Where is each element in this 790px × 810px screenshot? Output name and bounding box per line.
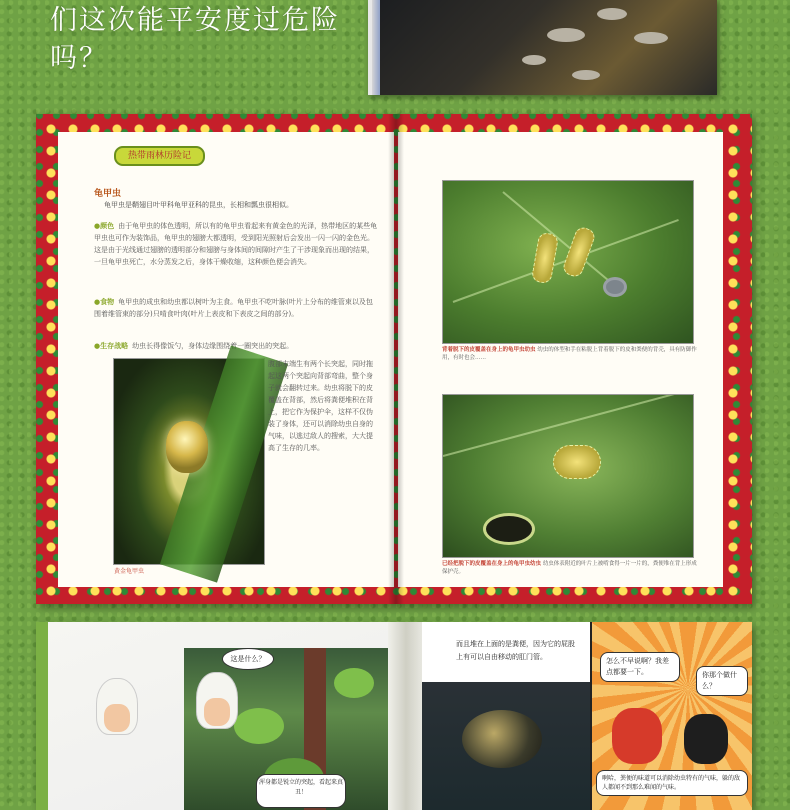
book-spine (372, 0, 380, 95)
caterpillar-panel (422, 622, 592, 810)
book-gutter (388, 114, 404, 604)
photo-caption-left: 黄金龟甲虫 (114, 568, 145, 575)
beetle-shape (166, 421, 208, 473)
leaf-hole (483, 513, 535, 545)
color-paragraph (94, 220, 379, 268)
caption-bottom-text: 幼虫体表附近的叶片上被啃食得一片一片的，粪便堆在背上形成保护壳。 (442, 561, 697, 575)
section-title: 龟甲虫 (94, 189, 122, 199)
leaf-blob (334, 668, 374, 698)
survival-text: 幼虫长得像饭勺，身体边缘围绕着一圈突出的突起。 (132, 342, 294, 350)
left-page (58, 132, 394, 587)
series-tag: 热带雨林历险记 (114, 146, 205, 166)
caption-line-1: 们这次能平安度过危险 (50, 5, 340, 36)
leaf-vein (502, 191, 618, 289)
caterpillar-shape (462, 710, 542, 768)
color-text: 由于龟甲虫的体色透明，所以有的龟甲虫看起来有黄金色的光泽，热带地区的某些龟甲虫也可作为装饰品，龟甲虫的翅膀大都透明，受到阳光照射后会发出一闪一闪的金色光。这是由于光线通过翅膀的透明部分和翅膀与身体间的间隙时产生了干涉现象而出现的结果，一旦龟甲虫死亡，水分蒸发之后，身体干燥收缩，这种颜色便会消失。 (94, 222, 378, 266)
character-face (104, 704, 130, 732)
food-text: 龟甲虫的成虫和幼虫都以树叶为主食。龟甲虫不吃叶脉(叶片上分布的维管束以及包围着维管束的部分)只啃食叶肉(叶片上表皮和下表皮之间的部分)。 (94, 298, 373, 318)
speech-bubble-1: 怎么不早说啊？我差点都要一下。 (600, 652, 680, 682)
panel-narration: 而且堆在上面的是粪便，因为它的屁股上有可以自由移动的肛门管。 (456, 640, 575, 661)
photo-caption-bottom (442, 560, 698, 576)
intro-text: 龟甲虫是鞘翅目叶甲科龟甲亚科的昆虫，长相和瓢虫很相似。 (104, 201, 293, 209)
character-hair-black (684, 714, 728, 764)
book-cover-image (368, 0, 717, 95)
book-spread-2 (36, 622, 752, 810)
caption-bottom-highlight: 已经把脱下的皮覆盖在身上的龟甲虫幼虫 (442, 561, 542, 567)
speech-bubble-3: 啊哈，粪便的味道可以消除幼虫特有的气味，躲的敌人都闻不到那么难闻的气味。 (596, 770, 748, 796)
larva-photo-1 (442, 180, 694, 344)
character-hair-red (612, 708, 662, 764)
caption-bubble: 浑身都是锐立的突起，看起来真丑！ (256, 774, 346, 808)
leaf-blob (234, 708, 284, 744)
book-spread-1 (36, 114, 752, 604)
golden-beetle-photo (113, 358, 265, 565)
larva-shape (553, 445, 601, 479)
right-page (398, 132, 723, 587)
speech-bubble-2: 你那个做什么？ (696, 666, 748, 696)
survival-label: ●生存战略 (94, 342, 129, 350)
character-face (204, 698, 230, 726)
stone (597, 8, 627, 20)
survival-body-text: 腹部末端生有两个长突起，同时拖起这两个突起向背部弯曲，整个身子就会翻转过来。幼虫将脱下的皮覆盖在背部，然后将粪便堆积在背上，把它作为保护伞，这样不仅伪装了身体，还可以消除幼虫自身的气味，以逃过敌人的搜索，大大提高了生存的几率。 (268, 360, 373, 452)
page-caption (50, 2, 360, 78)
photo-caption-top (442, 346, 698, 362)
larva-shape (531, 232, 559, 285)
color-label: ●颜色 (94, 222, 115, 230)
reaction-panel (592, 622, 752, 810)
caption-top-highlight: 背着脱下的皮覆盖在身上的龟甲虫幼虫 (442, 347, 536, 353)
stone (572, 70, 600, 80)
stone (547, 28, 585, 42)
stone (634, 32, 668, 44)
caption-top-text: 幼虫的体型和手在粘脱上背着脱下的皮和粪便的背壳，具有防御作用，有时也会…… (442, 347, 697, 361)
food-label: ●食物 (94, 298, 115, 306)
larva-photo-2 (442, 394, 694, 558)
comic-left-page (36, 622, 396, 810)
page-rim (36, 622, 48, 810)
caption-line-2: 吗？ (50, 43, 108, 74)
speech-bubble-left: 这是什么？ (222, 648, 274, 670)
stone (522, 55, 546, 65)
leaf-hole (603, 277, 627, 297)
comic-right-page (422, 622, 752, 810)
food-paragraph (94, 296, 379, 320)
